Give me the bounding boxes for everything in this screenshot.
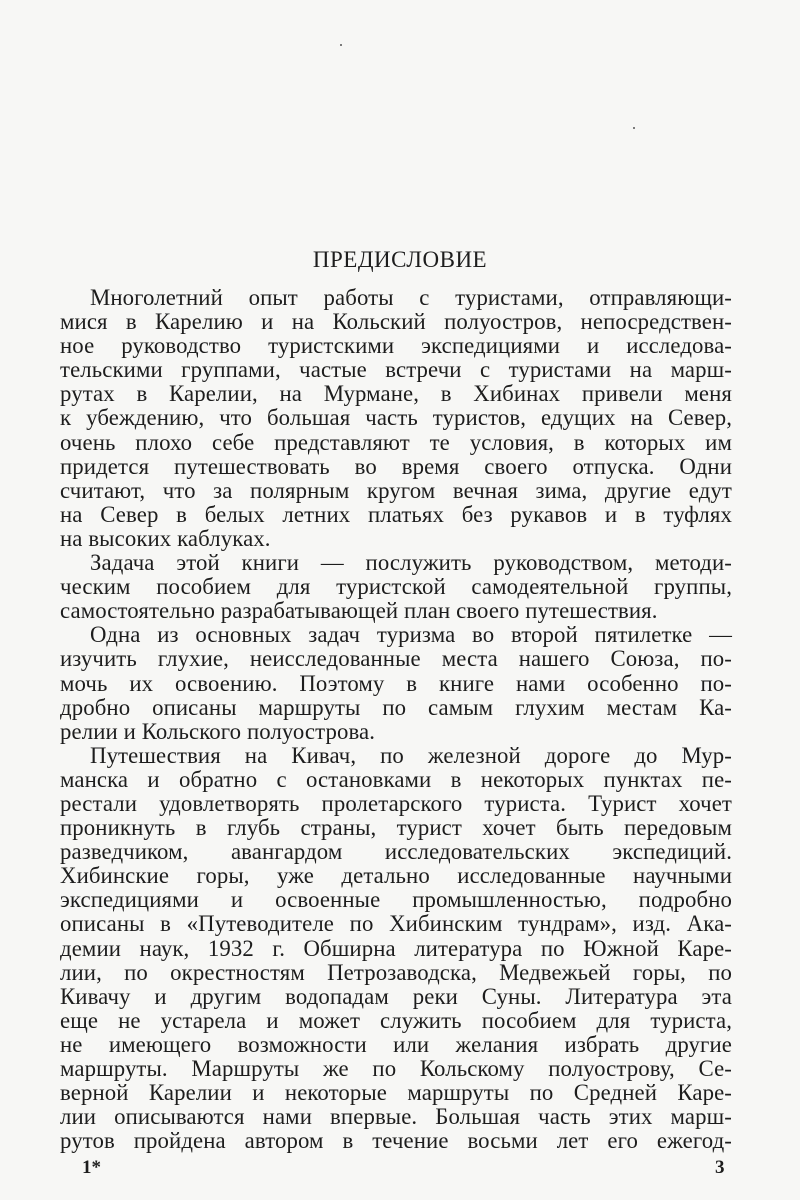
text-line: придется путешествовать во время своего отпуска. Одни — [60, 453, 732, 479]
text-line: изучить глухие, неисследованные места нашего Союза, по- — [60, 646, 732, 672]
text-line: демии наук, 1932 г. Обширна литература по Южной Каре- — [60, 935, 732, 961]
text-line: мися в Карелию и на Кольский полуостров, непосредствен- — [60, 309, 732, 335]
paper-speck — [340, 44, 342, 46]
text-line: экспедициями и освоенные промышленностью, подробно — [60, 887, 732, 913]
paper-speck — [633, 127, 635, 129]
text-line: ное руководство туристскими экспедициями и исследова- — [60, 333, 732, 359]
text-line: Задача этой книги — послужить руководством, методи- — [90, 550, 732, 576]
text-line: Хибинские горы, уже детально исследованные научными — [60, 863, 732, 889]
text-line: лии, по окрестностям Петрозаводска, Медвежьей горы, по — [60, 959, 732, 985]
text-line: мочь их освоению. Поэтому в книге нами особенно по- — [60, 670, 732, 696]
text-line: описаны в «Путеводителе по Хибинским тундрам», изд. Ака- — [60, 911, 732, 937]
text-line: к убеждению, что большая часть туристов, едущих на Север, — [60, 405, 732, 431]
text-line: разведчиком, авангардом исследовательских экспедиций. — [60, 839, 732, 865]
text-line: еще не устарела и может служить пособием для туриста, — [60, 1007, 732, 1033]
text-line: Путешествия на Кивач, по железной дороге до Мур- — [90, 742, 732, 768]
text-line: рутах в Карелии, на Мурмане, в Хибинах привели меня — [60, 381, 732, 407]
text-line: манска и обратно с остановками в некоторых пунктах пе- — [60, 766, 732, 792]
text-line: не имеющего возможности или желания избрать другие — [60, 1031, 732, 1057]
text-line: на высоких каблуках. — [60, 525, 271, 551]
text-line: маршруты. Маршруты же по Кольскому полуострову, Се- — [60, 1056, 732, 1081]
text-line: очень плохо себе представляют те условия, в которых им — [60, 429, 732, 455]
text-line: проникнуть в глубь страны, турист хочет быть передовым — [60, 815, 732, 841]
text-line: на Север в белых летних платьях без рукавов и в туфлях — [60, 501, 732, 527]
text-line: верной Карелии и некоторые маршруты по Средней Каре- — [60, 1080, 732, 1106]
text-line: лии описываются нами впервые. Большая часть этих марш- — [60, 1104, 732, 1130]
text-line: самостоятельно разрабатывающей план своего путешествия. — [60, 598, 658, 624]
signature-mark: 1* — [82, 1157, 101, 1178]
preface-text — [60, 286, 732, 1153]
text-line: Многолетний опыт работы с туристами, отправляющи- — [90, 285, 732, 310]
text-line: Одна из основных задач туризма во второй пятилетке — — [90, 622, 732, 648]
page-title: ПРЕДИСЛОВИЕ — [312, 247, 488, 272]
text-line: дробно описаны маршруты по самым глухим местам Ка- — [60, 694, 732, 720]
text-line: ческим пособием для туристской самодеятельной группы, — [60, 574, 732, 600]
text-line: считают, что за полярным кругом вечная зима, другие едут — [60, 477, 732, 503]
text-line: рестали удовлетворять пролетарского туриста. Турист хочет — [60, 790, 732, 816]
text-line: тельскими группами, частые встречи с туристами на марш- — [60, 357, 732, 383]
text-line: рутов пройдена автором в течение восьми лет его ежегод- — [60, 1128, 732, 1154]
page-number: 3 — [715, 1157, 725, 1178]
text-line: Кивачу и другим водопадам реки Суны. Литература эта — [60, 983, 732, 1009]
text-line: релии и Кольского полуострова. — [60, 718, 376, 744]
